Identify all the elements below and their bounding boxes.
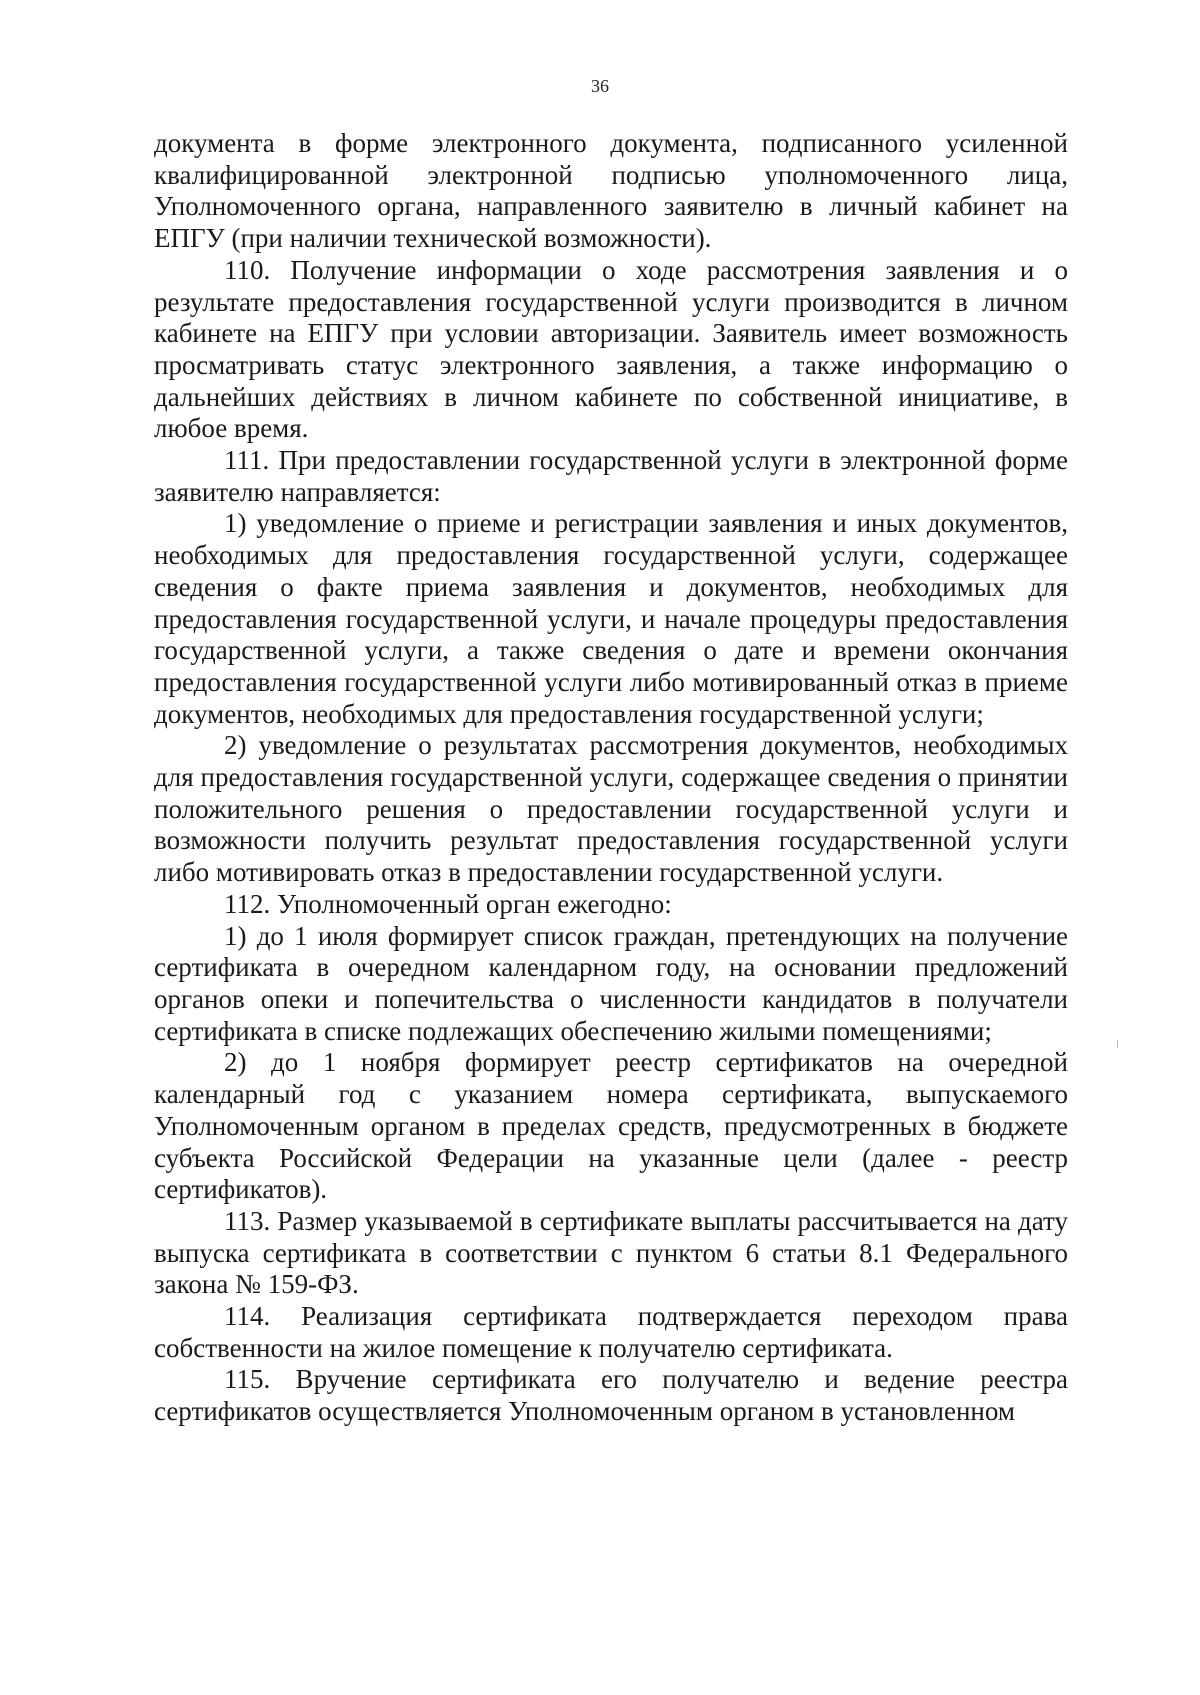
- paragraph-115: 115. Вручение сертификата его получателю и ведение реестра сертификатов осуществляется Уполномоченным органом в установленном: [154, 1364, 1068, 1427]
- paragraph-110: 110. Получение информации о ходе рассмотрения заявления и о результате предоставления государственной услуги производится в личном кабинете на ЕПГУ при условии авторизации. Заявитель имеет возможность просматривать статус электронного заявления, а также информацию о дальнейших действиях в личном кабинете по собственной инициативе, в любое время.: [154, 254, 1068, 444]
- paragraph-112-item-1: 1) до 1 июля формирует список граждан, претендующих на получение сертификата в очередном календарном году, на основании предложений органов опеки и попечительства о численности кандидатов в получатели сертификата в списке подлежащих обеспечению жилыми помещениями;: [154, 920, 1068, 1046]
- paragraph-111-item-1: 1) уведомление о приеме и регистрации заявления и иных документов, необходимых для предоставления государственной услуги, содержащее сведения о факте приема заявления и документов, необходимых для предоставления государственной услуги, и начале процедуры предоставления государственной услуги, а также сведения о дате и времени окончания предоставления государственной услуги либо мотивированный отказ в приеме документов, необходимых для предоставления государственной услуги;: [154, 508, 1068, 729]
- paragraph-112-item-2: 2) до 1 ноября формирует реестр сертификатов на очередной календарный год с указанием номера сертификата, выпускаемого Уполномоченным органом в пределах средств, предусмотренных в бюджете субъекта Российской Федерации на указанные цели (далее - реестр сертификатов).: [154, 1047, 1068, 1205]
- paragraph-114: 114. Реализация сертификата подтверждается переходом права собственности на жилое помещение к получателю сертификата.: [154, 1301, 1068, 1363]
- paragraph-continuation: документа в форме электронного документа, подписанного усиленной квалифицированной электронной подписью уполномоченного лица, Уполномоченного органа, направленного заявителю в личный кабинет на ЕПГУ (при наличии технической возможности).: [154, 128, 1068, 254]
- document-body: [154, 128, 1068, 1428]
- page-number: 36: [591, 76, 609, 96]
- paragraph-113: 113. Размер указываемой в сертификате выплаты рассчитывается на дату выпуска сертификата в соответствии с пунктом 6 статьи 8.1 Федерального закона № 159-ФЗ.: [154, 1205, 1068, 1300]
- scan-edge-mark: [1117, 1040, 1118, 1048]
- paragraph-112: 112. Уполномоченный орган ежегодно:: [224, 888, 672, 919]
- paragraph-111: 111. При предоставлении государственной услуги в электронной форме заявителю направляется:: [154, 445, 1068, 507]
- paragraph-111-item-2: 2) уведомление о результатах рассмотрения документов, необходимых для предоставления государственной услуги, содержащее сведения о принятии положительного решения о предоставлении государственной услуги и возможности получить результат предоставления государственной услуги либо мотивировать отказ в предоставлении государственной услуги.: [154, 730, 1068, 888]
